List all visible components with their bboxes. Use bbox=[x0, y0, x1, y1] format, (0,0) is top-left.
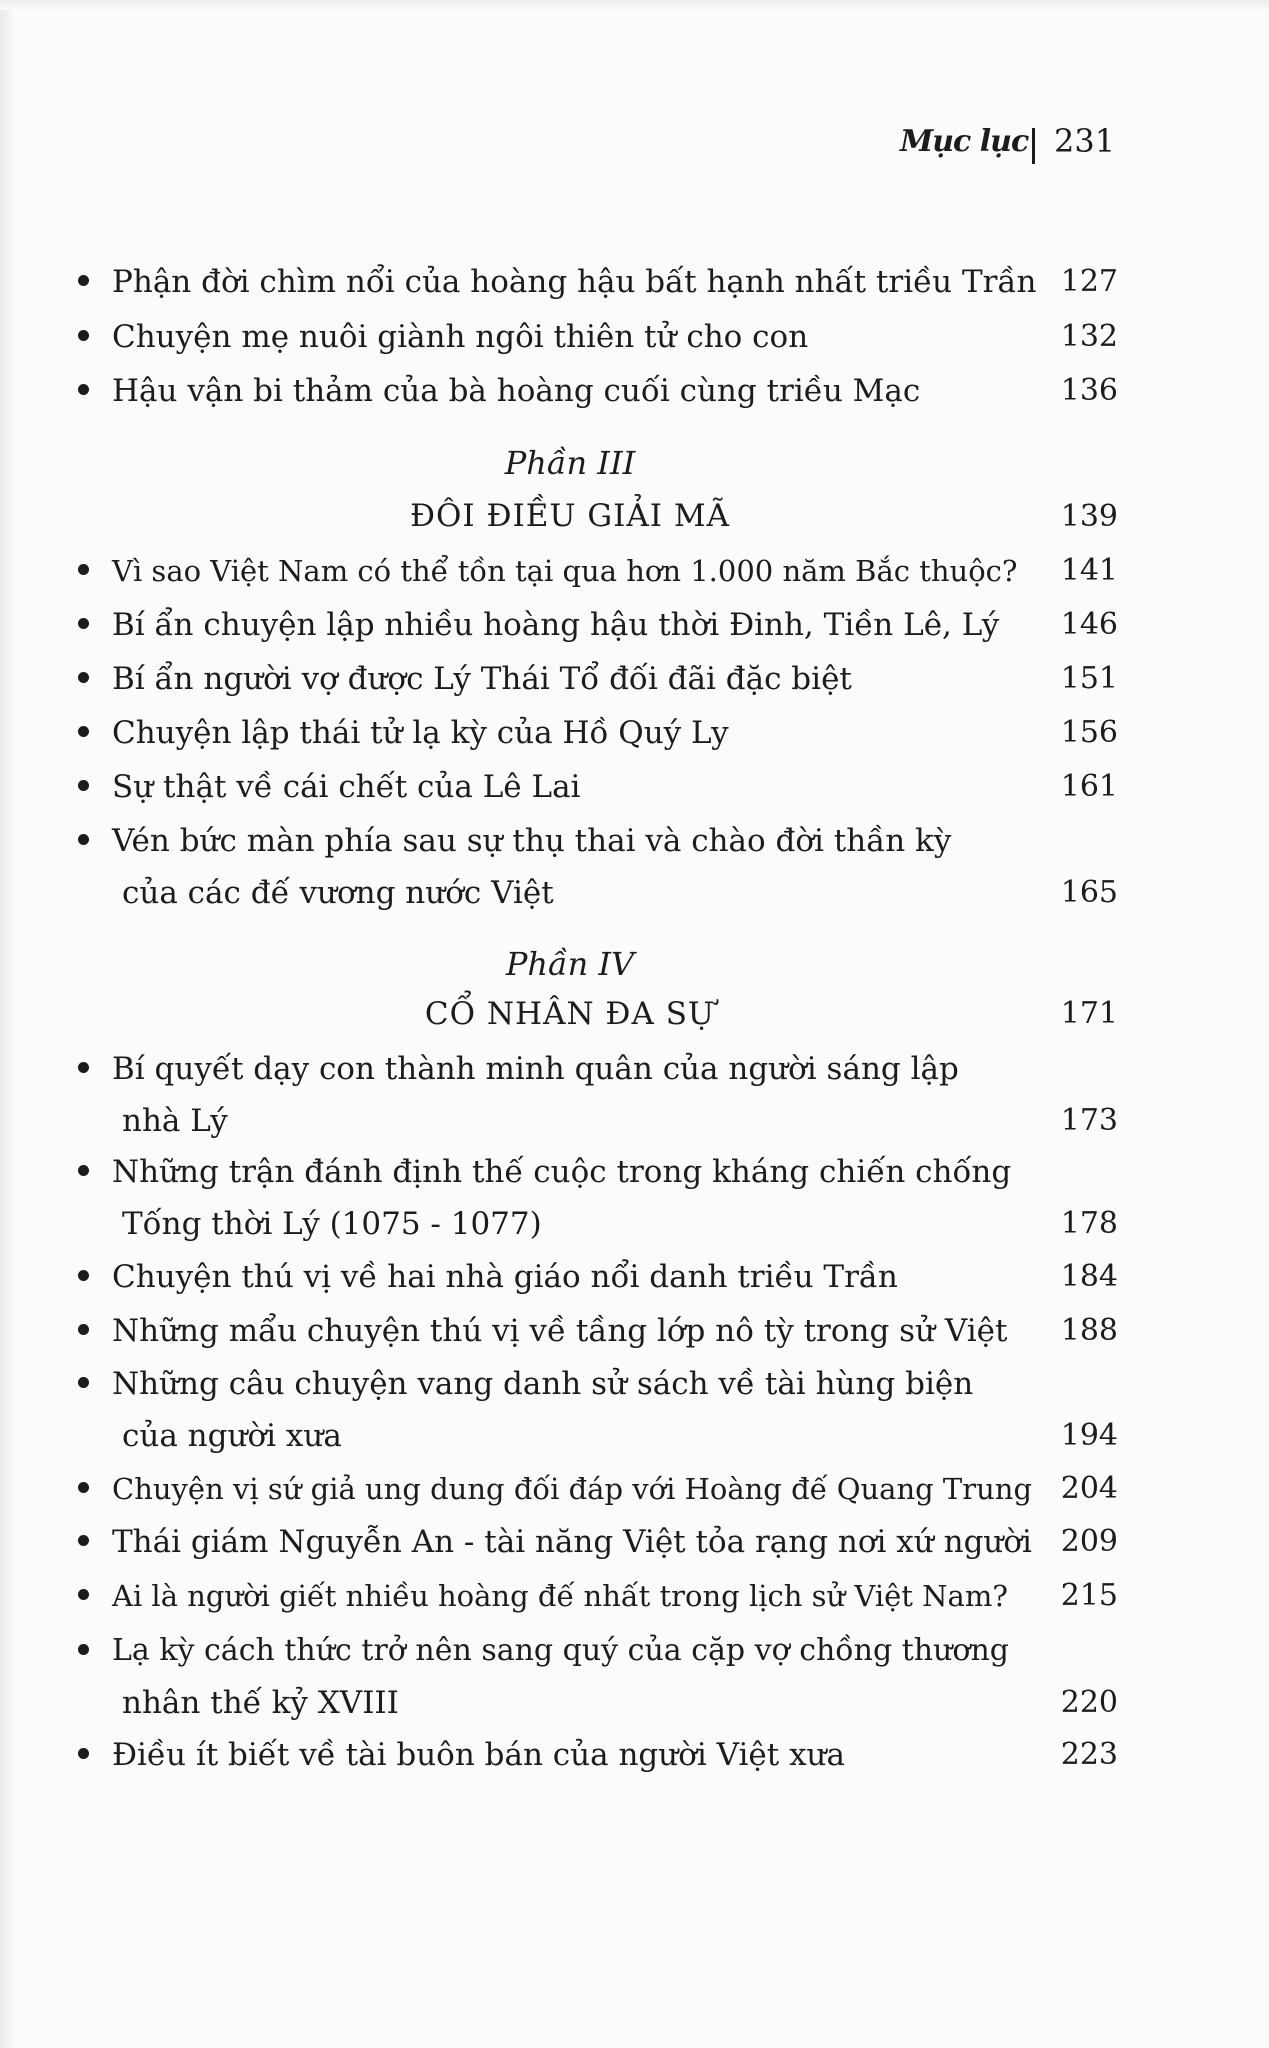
part-3-title[interactable]: ĐÔI ĐIỀU GIẢI MÃ bbox=[409, 498, 731, 534]
running-header-title: Mục lục bbox=[900, 124, 1029, 159]
toc-entry-page: 204 bbox=[1060, 1471, 1118, 1506]
bullet-icon bbox=[78, 1377, 89, 1388]
toc-entry-page: 178 bbox=[1060, 1206, 1118, 1241]
toc-entry-page: 173 bbox=[1060, 1103, 1118, 1138]
toc-entry-page: 141 bbox=[1060, 553, 1118, 588]
toc-entry-title: Những câu chuyện vang danh sử sách về tài hùng biện bbox=[112, 1366, 974, 1402]
toc-entry-title: Ai là người giết nhiều hoàng đế nhất trong lịch sử Việt Nam? bbox=[112, 1579, 1008, 1613]
toc-entry-page: 215 bbox=[1060, 1578, 1118, 1613]
toc-entry-title: Những trận đánh định thế cuộc trong kháng chiến chống bbox=[112, 1154, 1012, 1190]
toc-entry-page: 223 bbox=[1060, 1737, 1118, 1772]
bullet-icon bbox=[78, 834, 89, 845]
toc-entry-title: Thái giám Nguyễn An - tài năng Việt tỏa rạng nơi xứ người bbox=[112, 1524, 1032, 1560]
toc-entry-title-continued: nhân thế kỷ XVIII bbox=[122, 1685, 399, 1721]
toc-entry-page: 184 bbox=[1060, 1259, 1118, 1294]
toc-entry-page: 161 bbox=[1060, 769, 1118, 804]
toc-entry-title: Chuyện vị sứ giả ung dung đối đáp với Hoàng đế Quang Trung bbox=[112, 1472, 1033, 1506]
bullet-icon bbox=[78, 330, 89, 341]
toc-entry-title-continued: của người xưa bbox=[122, 1418, 342, 1454]
part-4-page: 171 bbox=[1060, 996, 1118, 1031]
toc-entry-title: Hậu vận bi thảm của bà hoàng cuối cùng triều Mạc bbox=[112, 373, 921, 409]
bullet-icon bbox=[78, 1482, 89, 1493]
toc-entry-title: Sự thật về cái chết của Lê Lai bbox=[112, 769, 581, 805]
toc-entry-title: Điều ít biết về tài buôn bán của người Việt xưa bbox=[112, 1737, 845, 1773]
bullet-icon bbox=[78, 564, 89, 575]
header-page-number: 231 bbox=[1054, 122, 1116, 160]
toc-entry-page: 136 bbox=[1060, 373, 1118, 408]
toc-entry-page: 151 bbox=[1060, 661, 1118, 696]
toc-entry-page: 194 bbox=[1060, 1418, 1118, 1453]
toc-entry-title: Phận đời chìm nổi của hoàng hậu bất hạnh nhất triều Trần bbox=[112, 264, 1037, 300]
bullet-icon bbox=[78, 1270, 89, 1281]
toc-entry-page: 146 bbox=[1060, 607, 1118, 642]
toc-entry-title: Chuyện lập thái tử lạ kỳ của Hồ Quý Ly bbox=[112, 715, 729, 751]
toc-entry-title: Bí quyết dạy con thành minh quân của người sáng lập bbox=[112, 1051, 959, 1087]
toc-entry-title: Bí ẩn chuyện lập nhiều hoàng hậu thời Đinh, Tiền Lê, Lý bbox=[112, 607, 1000, 643]
bullet-icon bbox=[78, 1589, 89, 1600]
bullet-icon bbox=[78, 780, 89, 791]
part-3-page: 139 bbox=[1060, 499, 1118, 534]
bullet-icon bbox=[78, 1062, 89, 1073]
toc-entry-page: 188 bbox=[1060, 1313, 1118, 1348]
bullet-icon bbox=[78, 384, 89, 395]
toc-entry-title: Chuyện mẹ nuôi giành ngôi thiên tử cho con bbox=[112, 319, 809, 355]
part-4-label: Phần IV bbox=[505, 945, 635, 983]
toc-entry-title-continued: Tống thời Lý (1075 - 1077) bbox=[122, 1206, 542, 1242]
toc-entry-title-continued: của các đế vương nước Việt bbox=[122, 875, 554, 911]
bullet-icon bbox=[78, 726, 89, 737]
bullet-icon bbox=[78, 275, 89, 286]
toc-entry-title: Vén bức màn phía sau sự thụ thai và chào đời thần kỳ bbox=[112, 823, 952, 859]
toc-entry-page: 127 bbox=[1060, 264, 1118, 299]
toc-entry-title: Chuyện thú vị về hai nhà giáo nổi danh triều Trần bbox=[112, 1259, 898, 1295]
part-4-title[interactable]: CỔ NHÂN ĐA SỰ bbox=[424, 996, 716, 1032]
toc-entry-page: 165 bbox=[1060, 875, 1118, 910]
toc-entry-page: 220 bbox=[1060, 1685, 1118, 1720]
bullet-icon bbox=[78, 1748, 89, 1759]
toc-entry-page: 156 bbox=[1060, 715, 1118, 750]
toc-entry-title-continued: nhà Lý bbox=[122, 1103, 228, 1139]
toc-entry-page: 209 bbox=[1060, 1524, 1118, 1559]
bullet-icon bbox=[78, 1644, 89, 1655]
toc-entry-title: Những mẩu chuyện thú vị về tầng lớp nô tỳ trong sử Việt bbox=[112, 1313, 1008, 1349]
toc-entry-title: Lạ kỳ cách thức trở nên sang quý của cặp vợ chồng thương bbox=[112, 1633, 1010, 1668]
bullet-icon bbox=[78, 1535, 89, 1546]
part-3-label: Phần III bbox=[504, 444, 636, 482]
toc-entry-page: 132 bbox=[1060, 319, 1118, 354]
toc-entry-title: Bí ẩn người vợ được Lý Thái Tổ đối đãi đặc biệt bbox=[112, 661, 852, 697]
bullet-icon bbox=[78, 672, 89, 683]
bullet-icon bbox=[78, 1324, 89, 1335]
bullet-icon bbox=[78, 1165, 89, 1176]
toc-entry-title: Vì sao Việt Nam có thể tồn tại qua hơn 1.000 năm Bắc thuộc? bbox=[112, 554, 1018, 588]
bullet-icon bbox=[78, 618, 89, 629]
